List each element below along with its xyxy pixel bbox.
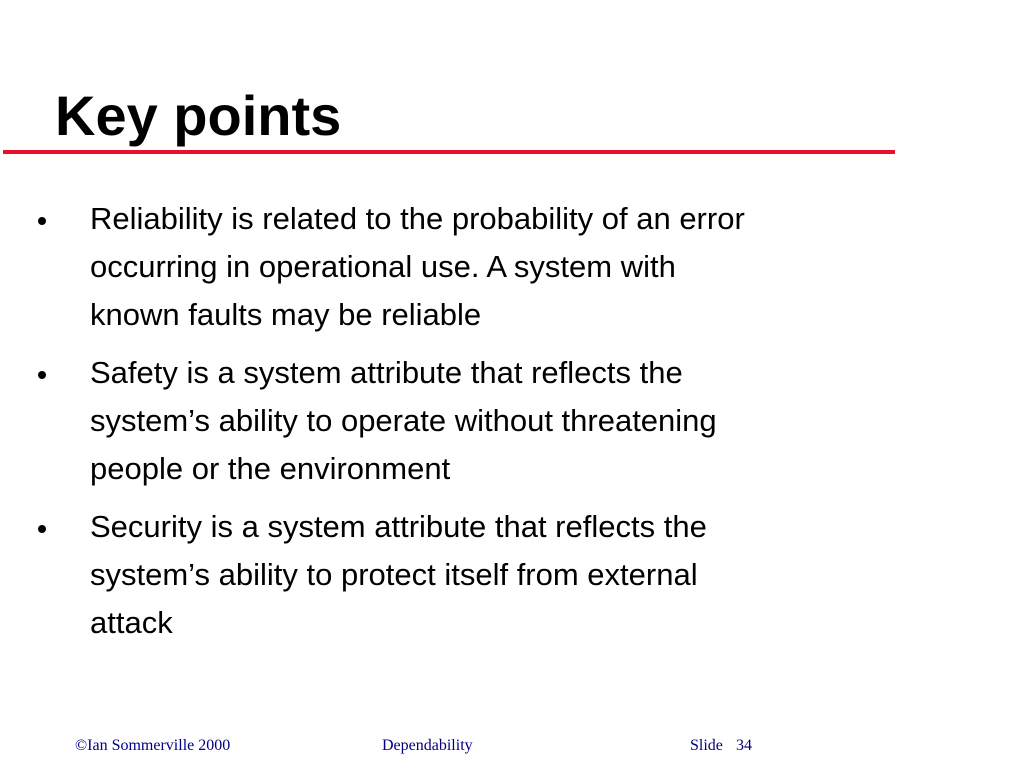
bullet-text-line: people or the environment (90, 451, 451, 486)
bullet-dot-icon (38, 371, 46, 379)
bullet-dot-icon (38, 217, 46, 225)
bullet-item-reliability (90, 195, 745, 339)
bullet-list (90, 195, 745, 657)
bullet-item-safety (90, 349, 745, 493)
footer-slide-label: Slide (690, 737, 723, 754)
bullet-dot-icon (38, 525, 46, 533)
footer-copyright: ©Ian Sommerville 2000 (75, 737, 231, 754)
bullet-text-line: Security is a system attribute that reflects the (90, 509, 707, 544)
bullet-item-security (90, 503, 745, 647)
footer-slide-number: 34 (736, 737, 752, 754)
bullet-text-line: system’s ability to protect itself from external (90, 557, 698, 592)
footer-topic: Dependability (382, 737, 473, 754)
bullet-text-line: system’s ability to operate without threatening (90, 403, 717, 438)
bullet-text-line: Safety is a system attribute that reflects the (90, 355, 683, 390)
bullet-text-line: attack (90, 605, 173, 640)
bullet-text-line: Reliability is related to the probability of an error (90, 201, 745, 236)
slide-title: Key points (55, 84, 342, 147)
title-underline-rule (3, 150, 895, 154)
bullet-text-line: known faults may be reliable (90, 297, 482, 332)
bullet-text-line: occurring in operational use. A system with (90, 249, 676, 284)
